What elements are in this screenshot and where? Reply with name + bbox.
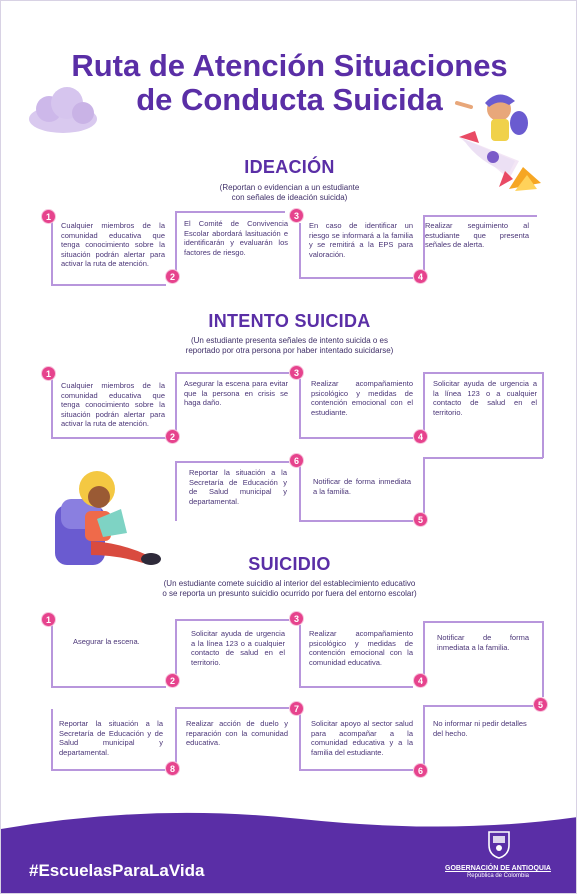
step-number: 5 <box>413 512 428 527</box>
step-text: En caso de identificar un riesgo se informará a la familia y se remitirá a la EPS para valoración. <box>309 221 413 259</box>
connector-line <box>299 437 413 439</box>
gov-name: GOBERNACIÓN DE ANTIOQUIA <box>445 865 551 872</box>
connector-line <box>299 686 413 688</box>
step-text: Notificar de forma inmediata a la familia. <box>437 633 529 652</box>
connector-line <box>423 457 425 519</box>
title-line-1: Ruta de Atención Situaciones <box>71 48 508 83</box>
page-title <box>1 49 577 117</box>
step-text: Solicitar apoyo al sector salud para acompañar a la comunidad educativa y a la familia del estudiante. <box>311 719 413 757</box>
step-text: Realizar seguimiento al estudiante que presenta señales de alerta. <box>425 221 529 249</box>
step-text: Notificar de forma inmediata a la familia. <box>313 477 411 496</box>
connector-line <box>423 373 425 431</box>
connector-line <box>51 769 165 771</box>
government-logo <box>438 831 558 879</box>
section-subtitle-intento: (Un estudiante presenta señales de intento suicida o es reportado por otra persona por haber intentado suicidarse) <box>185 336 394 355</box>
step-number: 5 <box>533 697 548 712</box>
hashtag: #EscuelasParaLaVida <box>29 861 205 880</box>
connector-line <box>51 621 53 687</box>
step-text: Asegurar la escena para evitar que la persona en crisis se haga daño. <box>184 379 288 407</box>
section-subtitle-suicidio: (Un estudiante comete suicidio al interior del establecimiento educativo o se reporta un presunto suicidio ocurrido por fuera del entorno escolar) <box>162 579 417 598</box>
section-subtitle-ideacion: (Reportan o evidencian a un estudiante con señales de ideación suicida) <box>219 183 360 202</box>
connector-line <box>423 705 533 707</box>
connector-line <box>423 457 543 459</box>
step-number: 1 <box>41 612 56 627</box>
connector-line <box>299 379 301 437</box>
section-title-intento: INTENTO SUICIDA <box>208 311 371 331</box>
connector-line <box>175 373 177 431</box>
connector-line <box>299 709 301 769</box>
step-text: Reportar la situación a la Secretaría de Educación y de Salud municipal y departamental. <box>189 468 287 506</box>
step-text: Realizar acompañamiento psicológico y medidas de contención emocional con la comunidad educativa. <box>309 629 413 667</box>
connector-line <box>542 372 544 458</box>
step-text: Realizar acompañamiento psicológico y medidas de contención emocional con el estudiante. <box>311 379 413 417</box>
connector-line <box>175 372 289 374</box>
connector-line <box>175 707 289 709</box>
connector-line <box>299 461 301 521</box>
step-text: El Comité de Convivencia Escolar abordará lasituación e identificarán y evaluarán los factores de riesgo. <box>184 219 288 257</box>
connector-line <box>299 223 301 278</box>
step-text: Solicitar ayuda de urgencia a la línea 123 o a cualquier contacto de salud en el territorio. <box>433 379 537 417</box>
section-title-suicidio: SUICIDIO <box>248 554 331 574</box>
connector-line <box>299 277 413 279</box>
connector-line <box>175 211 285 213</box>
connector-line <box>542 621 544 697</box>
step-number: 2 <box>165 673 180 688</box>
connector-line <box>299 769 413 771</box>
connector-line <box>175 619 177 679</box>
step-number: 1 <box>41 209 56 224</box>
connector-line <box>51 686 166 688</box>
gov-subtitle: República de Colombia <box>466 873 530 879</box>
connector-line <box>299 520 413 522</box>
step-text: Asegurar la escena. <box>73 637 140 646</box>
connector-line <box>51 437 166 439</box>
step-number: 6 <box>289 453 304 468</box>
connector-line <box>423 215 537 217</box>
connector-line <box>175 619 289 621</box>
connector-line <box>423 372 543 374</box>
connector-line <box>423 705 425 767</box>
title-line-2: de Conducta Suicida <box>136 82 443 117</box>
step-number: 1 <box>41 366 56 381</box>
step-number: 7 <box>289 701 304 716</box>
step-number: 4 <box>413 269 428 284</box>
step-number: 3 <box>289 208 304 223</box>
step-number: 4 <box>413 429 428 444</box>
connector-line <box>175 211 177 277</box>
step-number: 8 <box>165 761 180 776</box>
step-text: No informar ni pedir detalles del hecho. <box>433 719 527 738</box>
step-text: Cualquier miembros de la comunidad educativa que tenga conocimiento sobre la situación podrán alertar para activar la ruta de atención. <box>61 221 165 268</box>
step-number: 3 <box>289 365 304 380</box>
connector-line <box>423 621 543 623</box>
step-number: 2 <box>165 269 180 284</box>
connector-line <box>51 284 166 286</box>
connector-line <box>51 375 53 438</box>
step-number: 2 <box>165 429 180 444</box>
connector-line <box>51 709 53 769</box>
step-text: Reportar la situación a la Secretaría de Educación y de Salud municipal y departamental. <box>59 719 163 757</box>
connector-line <box>175 461 177 521</box>
step-number: 4 <box>413 673 428 688</box>
connector-line <box>175 707 177 763</box>
section-title-ideacion: IDEACIÓN <box>244 157 335 177</box>
connector-line <box>51 219 53 285</box>
step-text: Realizar acción de duelo y reparación con la comunidad educativa. <box>186 719 288 747</box>
step-text: Solicitar ayuda de urgencia a la línea 123 o a cualquier contacto de salud en el territorio. <box>191 629 285 667</box>
connector-line <box>175 461 289 463</box>
step-number: 3 <box>289 611 304 626</box>
connector-line <box>299 625 301 687</box>
step-number: 6 <box>413 763 428 778</box>
connector-line <box>423 621 425 679</box>
step-text: Cualquier miembros de la comunidad educativa que tenga conocimiento sobre la situación podrán alertar para activar la ruta de atención. <box>61 381 165 428</box>
